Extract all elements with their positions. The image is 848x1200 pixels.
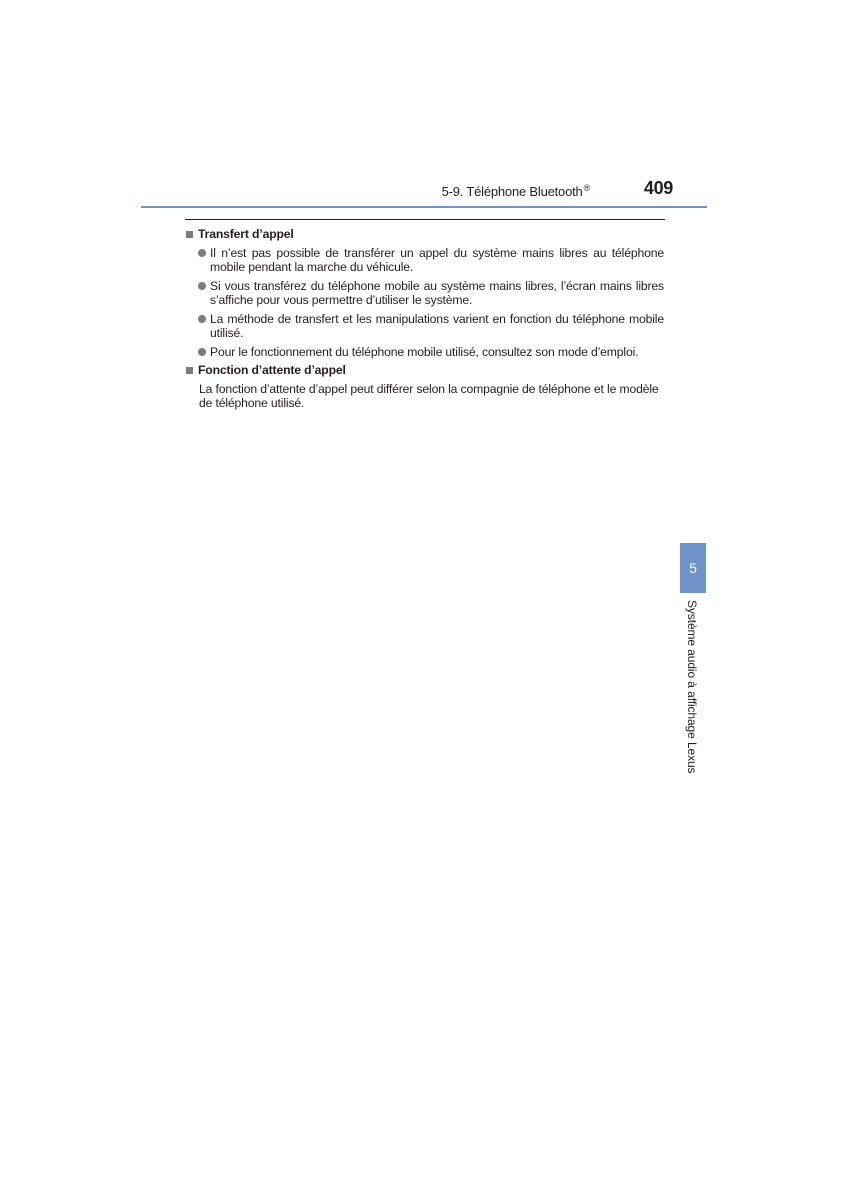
header-rule-black — [185, 219, 665, 220]
section-heading-text: Fonction d’attente d’appel — [198, 363, 346, 377]
list-item-text: Il n’est pas possible de transférer un appel du système mains libres au téléphone mobile pendant la marche du véhicule. — [210, 245, 664, 274]
section-paragraph: La fonction d’attente d’appel peut différer selon la compagnie de téléphone et le modèle de téléphone utilisé. — [199, 381, 659, 410]
chapter-side-label: Système audio à affichage Lexus — [685, 600, 699, 774]
list-item-text: La méthode de transfert et les manipulations varient en fonction du téléphone mobile utilisé. — [210, 311, 664, 340]
page-content — [186, 227, 664, 411]
header-rule-blue — [141, 206, 707, 208]
header-title — [380, 183, 590, 199]
section-heading — [186, 363, 664, 378]
circle-bullet-icon — [198, 249, 206, 257]
square-bullet-icon — [186, 367, 193, 374]
registered-mark: ® — [583, 183, 590, 193]
section-heading-text: Transfert d’appel — [198, 227, 294, 241]
chapter-tab: 5 — [680, 543, 706, 593]
page-number: 409 — [643, 178, 673, 198]
bullet-list — [198, 246, 664, 360]
list-item — [198, 246, 664, 275]
list-item-text: Si vous transférez du téléphone mobile au système mains libres, l’écran mains libres s’affiche pour vous permettre d’utiliser le système. — [210, 278, 664, 307]
list-item-text: Pour le fonctionnement du téléphone mobile utilisé, consultez son mode d’emploi. — [210, 344, 639, 359]
square-bullet-icon — [186, 231, 193, 238]
section-transfert-appel — [186, 227, 664, 359]
section-heading — [186, 227, 664, 242]
list-item — [198, 345, 664, 360]
list-item — [198, 312, 664, 341]
circle-bullet-icon — [198, 282, 206, 290]
section-fonction-attente-appel — [186, 363, 664, 411]
list-item — [198, 279, 664, 308]
header-title-text: 5-9. Téléphone Bluetooth — [441, 184, 583, 199]
circle-bullet-icon — [198, 348, 206, 356]
circle-bullet-icon — [198, 315, 206, 323]
